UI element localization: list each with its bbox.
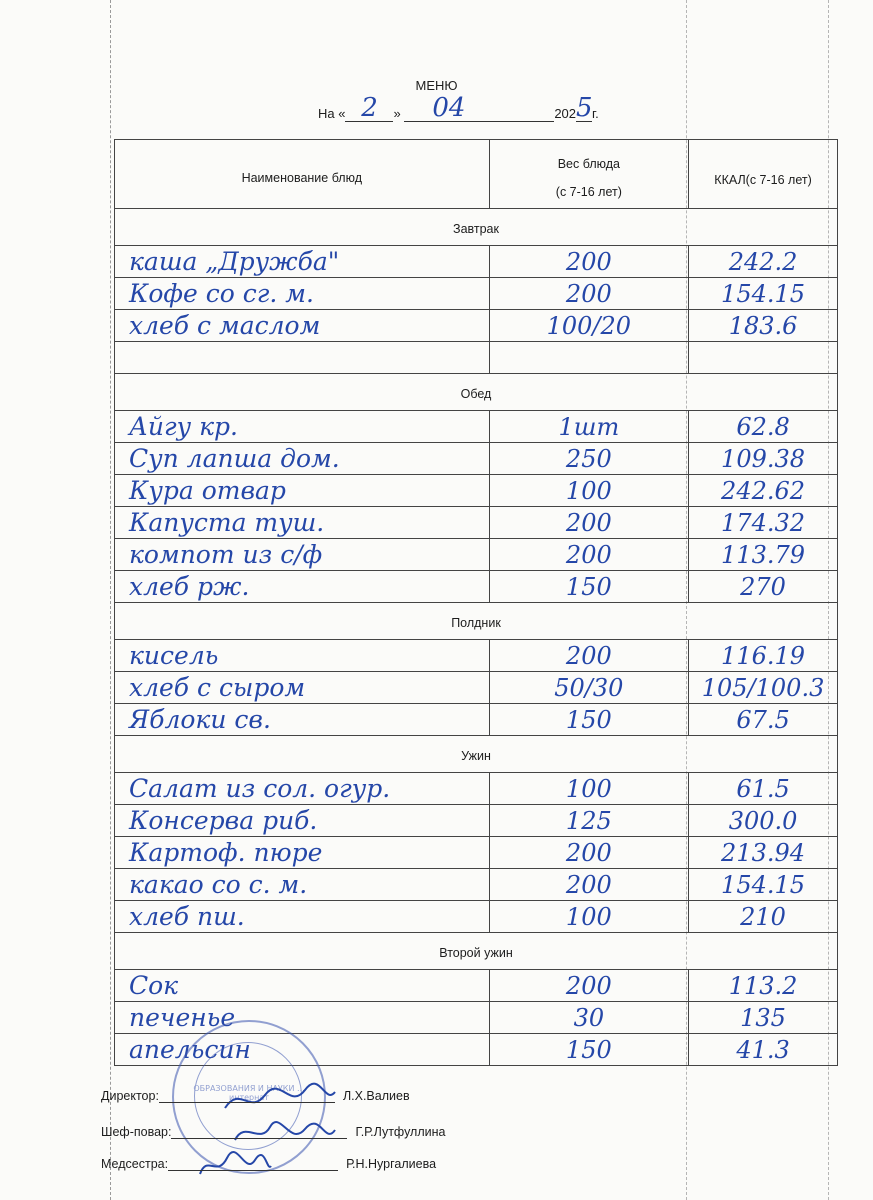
col-header-kcal: ККАЛ(с 7-16 лет) — [689, 140, 838, 209]
section-title: Обед — [115, 374, 838, 411]
table-row — [115, 672, 838, 704]
table-row — [115, 310, 838, 342]
table-header — [115, 140, 838, 209]
stamp-text: ОБРАЗОВАНИЯ И НАУКИ ... интернат — [193, 1084, 305, 1102]
table-row — [115, 443, 838, 475]
dish-kcal: 135 — [689, 1002, 838, 1034]
dish-kcal — [689, 342, 838, 374]
dish-weight: 200 — [489, 869, 689, 901]
table-row — [115, 901, 838, 933]
dish-kcal: 61.5 — [689, 773, 838, 805]
date-day-field — [345, 93, 393, 123]
dish-kcal: 300.0 — [689, 805, 838, 837]
dish-kcal: 210 — [689, 901, 838, 933]
table-row — [115, 704, 838, 736]
table-row — [115, 475, 838, 507]
section-title: Завтрак — [115, 209, 838, 246]
dish-kcal: 116.19 — [689, 640, 838, 672]
dish-weight: 150 — [489, 571, 689, 603]
dish-weight: 200 — [489, 539, 689, 571]
signature-line — [101, 1156, 436, 1171]
menu-title: МЕНЮ — [415, 78, 458, 93]
section-row — [115, 933, 838, 970]
section-row — [115, 209, 838, 246]
date-year-digit: 5 — [576, 93, 593, 123]
dish-kcal: 270 — [689, 571, 838, 603]
section-title: Ужин — [115, 736, 838, 773]
dish-weight: 150 — [489, 1034, 689, 1066]
dish-weight: 100/20 — [489, 310, 689, 342]
dish-kcal: 242.62 — [689, 475, 838, 507]
table-row — [115, 246, 838, 278]
dish-name: Капуста туш. — [115, 507, 490, 539]
date-day: 2 — [361, 93, 378, 123]
signature-line — [101, 1088, 410, 1103]
dish-name: Айгу кр. — [115, 411, 490, 443]
signature-name: Р.Н.Нургалиева — [346, 1157, 437, 1171]
dish-name: компот из с/ф — [115, 539, 490, 571]
dish-name: Салат из сол. огур. — [115, 773, 490, 805]
dish-weight: 150 — [489, 704, 689, 736]
date-month: 04 — [432, 93, 466, 123]
dish-weight: 100 — [489, 773, 689, 805]
table-row — [115, 869, 838, 901]
dish-name: Яблоки св. — [115, 704, 490, 736]
dish-kcal: 113.79 — [689, 539, 838, 571]
dish-weight: 200 — [489, 507, 689, 539]
section-title: Второй ужин — [115, 933, 838, 970]
table-row — [115, 640, 838, 672]
dish-name: апельсин — [115, 1034, 490, 1066]
dish-kcal: 109.38 — [689, 443, 838, 475]
dish-name: Консерва риб. — [115, 805, 490, 837]
section-row — [115, 374, 838, 411]
date-month-field — [404, 93, 554, 123]
section-row — [115, 603, 838, 640]
table-row — [115, 278, 838, 310]
dish-weight: 200 — [489, 837, 689, 869]
dish-weight: 100 — [489, 901, 689, 933]
dish-name: каша „Дружба" — [115, 246, 490, 278]
table-row — [115, 805, 838, 837]
dish-name: хлеб рж. — [115, 571, 490, 603]
dish-kcal: 242.2 — [689, 246, 838, 278]
dish-weight: 30 — [489, 1002, 689, 1034]
dish-weight: 200 — [489, 640, 689, 672]
table-row — [115, 970, 838, 1002]
signature-name: Г.Р.Лутфуллина — [355, 1125, 446, 1139]
menu-table — [114, 139, 838, 1066]
dish-kcal: 174.32 — [689, 507, 838, 539]
dish-weight: 200 — [489, 970, 689, 1002]
dish-weight — [489, 342, 689, 374]
date-prefix: На « — [318, 106, 346, 121]
dish-name: Картоф. пюре — [115, 837, 490, 869]
table-row — [115, 342, 838, 374]
dish-kcal: 41.3 — [689, 1034, 838, 1066]
dish-kcal: 183.6 — [689, 310, 838, 342]
dish-name: хлеб пш. — [115, 901, 490, 933]
table-row — [115, 507, 838, 539]
dish-name: хлеб с маслом — [115, 310, 490, 342]
section-row — [115, 736, 838, 773]
dish-kcal: 113.2 — [689, 970, 838, 1002]
dish-name: какао со с. м. — [115, 869, 490, 901]
table-row — [115, 411, 838, 443]
dish-weight: 200 — [489, 278, 689, 310]
date-year-field — [576, 93, 593, 123]
dish-kcal: 67.5 — [689, 704, 838, 736]
section-title: Полдник — [115, 603, 838, 640]
dish-name — [115, 342, 490, 374]
signature-role: Медсестра: — [101, 1157, 169, 1171]
signature-role: Директор: — [101, 1089, 159, 1103]
signature-name: Л.Х.Валиев — [342, 1089, 410, 1103]
dish-kcal: 213.94 — [689, 837, 838, 869]
dish-name: кисель — [115, 640, 490, 672]
menu-date — [318, 93, 599, 123]
dish-name: Суп лапша дом. — [115, 443, 490, 475]
date-suffix: г. — [592, 106, 599, 121]
dish-kcal: 154.15 — [689, 869, 838, 901]
dish-name: хлеб с сыром — [115, 672, 490, 704]
dish-weight: 125 — [489, 805, 689, 837]
table-row — [115, 773, 838, 805]
date-year-prefix: 202 — [554, 106, 577, 121]
dish-weight: 200 — [489, 246, 689, 278]
dish-kcal: 154.15 — [689, 278, 838, 310]
date-mid: » — [393, 106, 401, 121]
dish-kcal: 105/100.3 — [689, 672, 838, 704]
dish-weight: 250 — [489, 443, 689, 475]
dish-name: печенье — [115, 1002, 490, 1034]
dish-weight: 1шт — [489, 411, 689, 443]
dish-name: Кура отвар — [115, 475, 490, 507]
table-row — [115, 837, 838, 869]
dish-weight: 100 — [489, 475, 689, 507]
col-header-weight: Вес блюда (с 7-16 лет) — [489, 140, 689, 209]
dish-kcal: 62.8 — [689, 411, 838, 443]
scan-edge-left — [110, 0, 111, 1200]
dish-name: Сок — [115, 970, 490, 1002]
col-header-name: Наименование блюд — [115, 140, 490, 209]
table-row — [115, 539, 838, 571]
signature-line — [101, 1124, 445, 1139]
dish-weight: 50/30 — [489, 672, 689, 704]
signature-role: Шеф-повар: — [101, 1125, 172, 1139]
dish-name: Кофе со сг. м. — [115, 278, 490, 310]
table-row — [115, 571, 838, 603]
